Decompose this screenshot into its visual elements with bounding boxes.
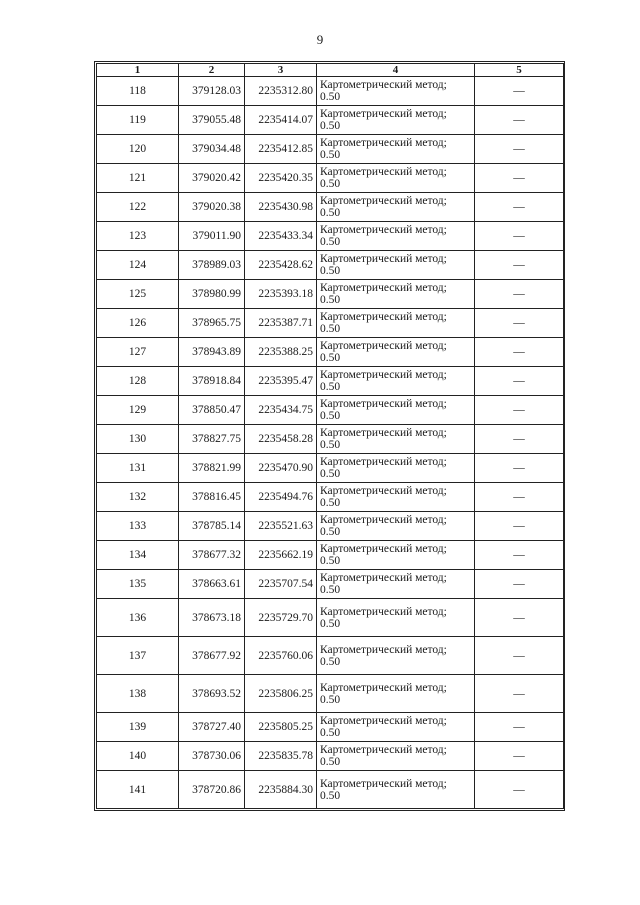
table-row xyxy=(97,396,564,425)
precision-text: 0.50 xyxy=(320,381,341,393)
precision-text: 0.50 xyxy=(320,526,341,538)
y-coordinate-cell: 2235428.62 xyxy=(245,251,317,280)
column-header-4: 4 xyxy=(317,64,475,77)
method-cell xyxy=(317,675,475,713)
y-coordinate-cell: 2235393.18 xyxy=(245,280,317,309)
y-coordinate-cell: 2235806.25 xyxy=(245,675,317,713)
x-coordinate-cell: 378965.75 xyxy=(179,309,245,338)
x-coordinate-cell: 378850.47 xyxy=(179,396,245,425)
point-number-cell: 138 xyxy=(97,675,179,713)
point-number-cell: 134 xyxy=(97,541,179,570)
precision-text: 0.50 xyxy=(320,439,341,451)
y-coordinate-cell: 2235458.28 xyxy=(245,425,317,454)
point-number-cell: 133 xyxy=(97,512,179,541)
y-coordinate-cell: 2235430.98 xyxy=(245,193,317,222)
note-cell: — xyxy=(475,164,564,193)
x-coordinate-cell: 378989.03 xyxy=(179,251,245,280)
method-cell xyxy=(317,396,475,425)
note-cell: — xyxy=(475,77,564,106)
column-header-1: 1 xyxy=(97,64,179,77)
method-text: Картометрический метод; xyxy=(320,777,447,790)
method-text: Картометрический метод; xyxy=(320,398,447,410)
point-number-cell: 130 xyxy=(97,425,179,454)
x-coordinate-cell: 378730.06 xyxy=(179,742,245,771)
point-number-cell: 122 xyxy=(97,193,179,222)
note-cell: — xyxy=(475,193,564,222)
table-row xyxy=(97,512,564,541)
note-cell: — xyxy=(475,454,564,483)
table-row xyxy=(97,106,564,135)
x-coordinate-cell: 378673.18 xyxy=(179,599,245,637)
method-text: Картометрический метод; xyxy=(320,456,447,468)
point-number-cell: 118 xyxy=(97,77,179,106)
precision-text: 0.50 xyxy=(320,655,341,668)
note-cell: — xyxy=(475,396,564,425)
precision-text: 0.50 xyxy=(320,789,341,802)
y-coordinate-cell: 2235835.78 xyxy=(245,742,317,771)
precision-text: 0.50 xyxy=(320,468,341,480)
precision-text: 0.50 xyxy=(320,617,341,630)
column-header-2: 2 xyxy=(179,64,245,77)
table-row xyxy=(97,570,564,599)
table-row xyxy=(97,135,564,164)
method-text: Картометрический метод; xyxy=(320,311,447,323)
y-coordinate-cell: 2235414.07 xyxy=(245,106,317,135)
note-cell: — xyxy=(475,675,564,713)
table-row xyxy=(97,77,564,106)
x-coordinate-cell: 378693.52 xyxy=(179,675,245,713)
method-cell xyxy=(317,338,475,367)
point-number-cell: 120 xyxy=(97,135,179,164)
y-coordinate-cell: 2235412.85 xyxy=(245,135,317,164)
precision-text: 0.50 xyxy=(320,497,341,509)
note-cell: — xyxy=(475,512,564,541)
precision-text: 0.50 xyxy=(320,555,341,567)
precision-text: 0.50 xyxy=(320,294,341,306)
y-coordinate-cell: 2235707.54 xyxy=(245,570,317,599)
y-coordinate-cell: 2235312.80 xyxy=(245,77,317,106)
x-coordinate-cell: 379011.90 xyxy=(179,222,245,251)
x-coordinate-cell: 379020.42 xyxy=(179,164,245,193)
y-coordinate-cell: 2235434.75 xyxy=(245,396,317,425)
note-cell: — xyxy=(475,541,564,570)
note-cell: — xyxy=(475,742,564,771)
point-number-cell: 132 xyxy=(97,483,179,512)
point-number-cell: 124 xyxy=(97,251,179,280)
table-header-row xyxy=(97,64,564,77)
y-coordinate-cell: 2235395.47 xyxy=(245,367,317,396)
y-coordinate-cell: 2235388.25 xyxy=(245,338,317,367)
column-header-3: 3 xyxy=(245,64,317,77)
precision-text: 0.50 xyxy=(320,727,341,739)
table-row xyxy=(97,599,564,637)
point-number-cell: 139 xyxy=(97,713,179,742)
x-coordinate-cell: 379020.38 xyxy=(179,193,245,222)
precision-text: 0.50 xyxy=(320,352,341,364)
y-coordinate-cell: 2235884.30 xyxy=(245,771,317,809)
method-cell xyxy=(317,106,475,135)
x-coordinate-cell: 378918.84 xyxy=(179,367,245,396)
method-text: Картометрический метод; xyxy=(320,166,447,178)
method-cell xyxy=(317,135,475,164)
method-text: Картометрический метод; xyxy=(320,79,447,91)
note-cell: — xyxy=(475,222,564,251)
method-cell xyxy=(317,541,475,570)
y-coordinate-cell: 2235433.34 xyxy=(245,222,317,251)
y-coordinate-cell: 2235729.70 xyxy=(245,599,317,637)
method-text: Картометрический метод; xyxy=(320,715,447,727)
precision-text: 0.50 xyxy=(320,693,341,706)
page-number: 9 xyxy=(316,32,324,47)
point-number-cell: 141 xyxy=(97,771,179,809)
y-coordinate-cell: 2235521.63 xyxy=(245,512,317,541)
method-cell xyxy=(317,570,475,599)
table-row xyxy=(97,742,564,771)
table-body xyxy=(97,77,564,809)
method-text: Картометрический метод; xyxy=(320,643,447,656)
method-cell xyxy=(317,512,475,541)
x-coordinate-cell: 378943.89 xyxy=(179,338,245,367)
method-cell xyxy=(317,280,475,309)
column-header-5: 5 xyxy=(475,64,564,77)
x-coordinate-cell: 378827.75 xyxy=(179,425,245,454)
precision-text: 0.50 xyxy=(320,584,341,596)
y-coordinate-cell: 2235662.19 xyxy=(245,541,317,570)
method-cell xyxy=(317,193,475,222)
precision-text: 0.50 xyxy=(320,410,341,422)
note-cell: — xyxy=(475,637,564,675)
method-cell xyxy=(317,251,475,280)
method-cell xyxy=(317,742,475,771)
table-row xyxy=(97,251,564,280)
method-cell xyxy=(317,454,475,483)
x-coordinate-cell: 379055.48 xyxy=(179,106,245,135)
method-text: Картометрический метод; xyxy=(320,605,447,618)
point-number-cell: 125 xyxy=(97,280,179,309)
precision-text: 0.50 xyxy=(320,207,341,219)
table-row xyxy=(97,367,564,396)
precision-text: 0.50 xyxy=(320,756,341,768)
table-row xyxy=(97,309,564,338)
coordinates-table xyxy=(96,63,564,809)
point-number-cell: 137 xyxy=(97,637,179,675)
table-row xyxy=(97,713,564,742)
note-cell: — xyxy=(475,713,564,742)
method-text: Картометрический метод; xyxy=(320,744,447,756)
y-coordinate-cell: 2235387.71 xyxy=(245,309,317,338)
method-cell xyxy=(317,637,475,675)
table-row xyxy=(97,483,564,512)
y-coordinate-cell: 2235470.90 xyxy=(245,454,317,483)
method-text: Картометрический метод; xyxy=(320,427,447,439)
method-text: Картометрический метод; xyxy=(320,224,447,236)
table-row xyxy=(97,675,564,713)
precision-text: 0.50 xyxy=(320,236,341,248)
note-cell: — xyxy=(475,483,564,512)
method-cell xyxy=(317,309,475,338)
method-cell xyxy=(317,164,475,193)
method-text: Картометрический метод; xyxy=(320,572,447,584)
point-number-cell: 128 xyxy=(97,367,179,396)
precision-text: 0.50 xyxy=(320,265,341,277)
method-text: Картометрический метод; xyxy=(320,282,447,294)
method-text: Картометрический метод; xyxy=(320,543,447,555)
note-cell: — xyxy=(475,771,564,809)
method-text: Картометрический метод; xyxy=(320,195,447,207)
table-row xyxy=(97,454,564,483)
point-number-cell: 127 xyxy=(97,338,179,367)
precision-text: 0.50 xyxy=(320,178,341,190)
method-text: Картометрический метод; xyxy=(320,681,447,694)
precision-text: 0.50 xyxy=(320,120,341,132)
method-text: Картометрический метод; xyxy=(320,485,447,497)
x-coordinate-cell: 378663.61 xyxy=(179,570,245,599)
x-coordinate-cell: 378821.99 xyxy=(179,454,245,483)
x-coordinate-cell: 378720.86 xyxy=(179,771,245,809)
table-row xyxy=(97,193,564,222)
method-cell xyxy=(317,713,475,742)
x-coordinate-cell: 378980.99 xyxy=(179,280,245,309)
note-cell: — xyxy=(475,309,564,338)
table-row xyxy=(97,541,564,570)
table-row xyxy=(97,222,564,251)
point-number-cell: 131 xyxy=(97,454,179,483)
x-coordinate-cell: 379128.03 xyxy=(179,77,245,106)
note-cell: — xyxy=(475,338,564,367)
point-number-cell: 135 xyxy=(97,570,179,599)
precision-text: 0.50 xyxy=(320,149,341,161)
y-coordinate-cell: 2235420.35 xyxy=(245,164,317,193)
y-coordinate-cell: 2235805.25 xyxy=(245,713,317,742)
table-row xyxy=(97,637,564,675)
note-cell: — xyxy=(475,106,564,135)
table-row xyxy=(97,338,564,367)
y-coordinate-cell: 2235760.06 xyxy=(245,637,317,675)
method-cell xyxy=(317,771,475,809)
method-text: Картометрический метод; xyxy=(320,253,447,265)
method-cell xyxy=(317,222,475,251)
note-cell: — xyxy=(475,425,564,454)
table-row xyxy=(97,280,564,309)
point-number-cell: 121 xyxy=(97,164,179,193)
table-row xyxy=(97,425,564,454)
method-cell xyxy=(317,367,475,396)
method-cell xyxy=(317,425,475,454)
method-text: Картометрический метод; xyxy=(320,514,447,526)
precision-text: 0.50 xyxy=(320,323,341,335)
method-text: Картометрический метод; xyxy=(320,137,447,149)
method-text: Картометрический метод; xyxy=(320,340,447,352)
y-coordinate-cell: 2235494.76 xyxy=(245,483,317,512)
method-text: Картометрический метод; xyxy=(320,369,447,381)
point-number-cell: 129 xyxy=(97,396,179,425)
method-text: Картометрический метод; xyxy=(320,108,447,120)
table-row xyxy=(97,771,564,809)
table-row xyxy=(97,164,564,193)
x-coordinate-cell: 378677.32 xyxy=(179,541,245,570)
x-coordinate-cell: 378785.14 xyxy=(179,512,245,541)
x-coordinate-cell: 378816.45 xyxy=(179,483,245,512)
point-number-cell: 140 xyxy=(97,742,179,771)
precision-text: 0.50 xyxy=(320,91,341,103)
note-cell: — xyxy=(475,135,564,164)
note-cell: — xyxy=(475,599,564,637)
note-cell: — xyxy=(475,251,564,280)
coordinates-table-frame xyxy=(94,61,565,811)
method-cell xyxy=(317,77,475,106)
x-coordinate-cell: 378727.40 xyxy=(179,713,245,742)
x-coordinate-cell: 378677.92 xyxy=(179,637,245,675)
x-coordinate-cell: 379034.48 xyxy=(179,135,245,164)
point-number-cell: 123 xyxy=(97,222,179,251)
point-number-cell: 136 xyxy=(97,599,179,637)
note-cell: — xyxy=(475,570,564,599)
point-number-cell: 119 xyxy=(97,106,179,135)
note-cell: — xyxy=(475,280,564,309)
method-cell xyxy=(317,599,475,637)
note-cell: — xyxy=(475,367,564,396)
method-cell xyxy=(317,483,475,512)
point-number-cell: 126 xyxy=(97,309,179,338)
